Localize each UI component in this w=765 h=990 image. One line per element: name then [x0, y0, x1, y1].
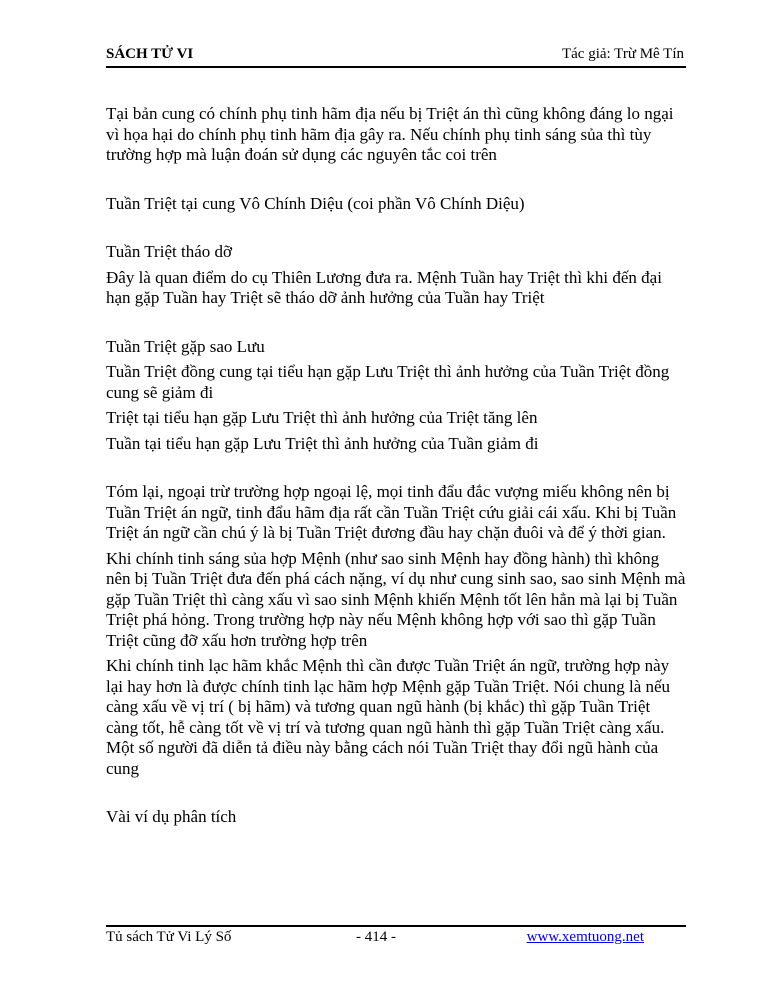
paragraph: Đây là quan điểm do cụ Thiên Lương đưa ra. Mệnh Tuần hay Triệt thì khi đến đại hạn gặp Tuần hay Triệt sẽ tháo dỡ ảnh hưởng của Tuần hay Triệt — [106, 267, 662, 307]
paragraph: Tuần Triệt đồng cung tại tiểu hạn gặp Lưu Triệt thì ảnh hưởng của Tuần Triệt đồng cung sẽ giảm đi — [106, 362, 670, 402]
page-footer — [106, 929, 686, 949]
footer-divider — [106, 925, 686, 927]
paragraph: Tuần tại tiểu hạn gặp Lưu Triệt thì ảnh hưởng của Tuần giảm đi — [106, 433, 539, 453]
paragraph: Triệt tại tiểu hạn gặp Lưu Triệt thì ảnh hưởng của Triệt tăng lên — [106, 408, 538, 427]
header-divider — [106, 66, 686, 68]
paragraph: Tuần Triệt tại cung Vô Chính Diệu (coi phần Vô Chính Diệu) — [106, 193, 525, 213]
section-heading: Tuần Triệt gặp sao Lưu — [106, 336, 265, 356]
paragraph: Khi chính tinh sáng sủa hợp Mệnh (như sao sinh Mệnh hay đồng hành) thì không nên bị Tuần Triệt đưa đến phá cách nặng, ví dụ như cung sinh sao, sao sinh Mệnh mà gặp Tuần Triệt thì càng xấu vì sao sinh Mệnh khiến Mệnh tốt lên hẳn mà lại bị Tuần Triệt phá hỏng. Trong trường hợp này nếu Mệnh không hợp với sao thì gặp Tuần Triệt cũng đỡ xấu hơn trường hợp trên — [106, 548, 686, 650]
paragraph: Khi chính tinh lạc hãm khắc Mệnh thì cần được Tuần Triệt án ngữ, trường hợp này lại hay hơn là được chính tinh lạc hãm hợp Mệnh gặp Tuần Triệt. Nói chung là nếu càng xấu về vị trí ( bị hãm) và tương quan ngũ hành (bị khắc) thì gặp Tuần Triệt càng tốt, hễ càng tốt về vị trí và tương quan ngũ hành thì gặp Tuần Triệt càng xấu. Một số người đã diễn tả điều này bằng cách nói Tuần Triệt thay đổi ngũ hành của cung — [106, 656, 671, 778]
page-header — [106, 46, 684, 66]
paragraph: Tóm lại, ngoại trừ trường hợp ngoại lệ, mọi tinh đẩu đắc vượng miếu không nên bị Tuần Triệt án ngữ, tinh đẩu hãm địa rất cần Tuần Triệt cứu giải cái xấu. Khi bị Tuần Triệt án ngữ cần chú ý là bị Tuần Triệt đương đầu hay chặn đuôi và để ý thời gian. — [106, 482, 677, 542]
page-body — [106, 104, 686, 828]
page-number: - 414 - — [356, 929, 396, 945]
website-link[interactable]: www.xemtuong.net — [526, 929, 644, 945]
footer-series: Tủ sách Tử Vi Lý Số — [106, 929, 232, 945]
author-line: Tác giả: Trừ Mê Tín — [561, 46, 684, 62]
paragraph: Tại bản cung có chính phụ tinh hãm địa nếu bị Triệt án thì cũng không đáng lo ngại vì họa hại do chính phụ tinh hãm địa gây ra. Nếu chính phụ tinh sáng sủa thì tùy trường hợp mà luận đoán sử dụng các nguyên tắc coi trên — [106, 104, 674, 164]
section-heading: Tuần Triệt tháo dỡ — [106, 242, 232, 261]
section-heading: Vài ví dụ phân tích — [106, 807, 237, 826]
book-title: SÁCH TỬ VI — [106, 46, 194, 62]
